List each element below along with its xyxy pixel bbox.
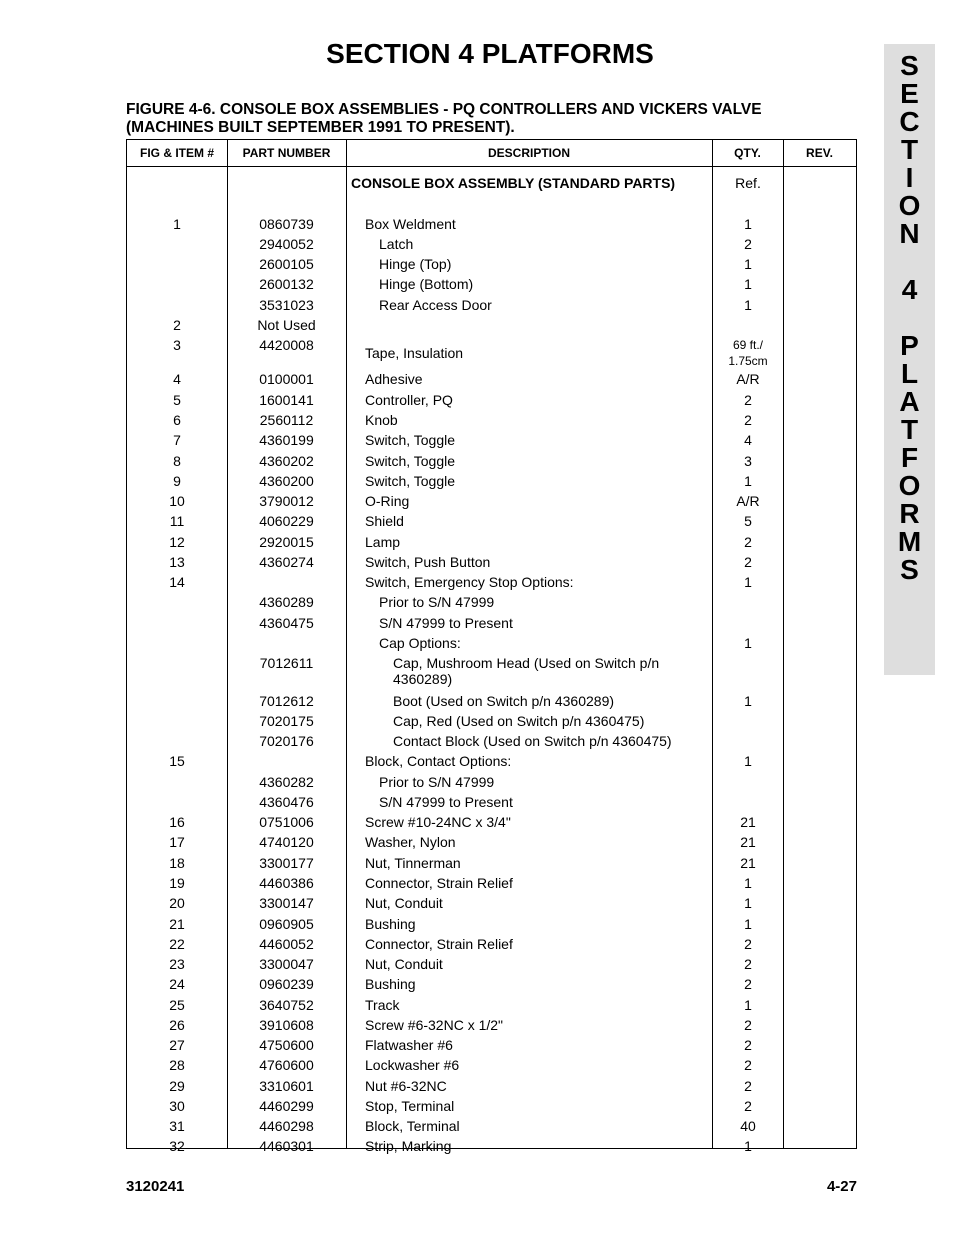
description-cell [351,655,753,687]
part-number-cell: 0860739 [259,216,314,232]
qty-text-continued: 1.75cm [728,354,768,368]
figure-title-line-1: FIGURE 4-6. CONSOLE BOX ASSEMBLIES - PQ CONTROLLERS AND VICKERS VALVE [126,101,762,118]
fig-item-cell: 14 [169,574,185,590]
section-title: SECTION 4 PLATFORMS [326,38,654,69]
part-number-cell: 4750600 [259,1037,314,1053]
description-text: CONSOLE BOX ASSEMBLY (STANDARD PARTS) [351,175,676,191]
side-tab-letter: T [900,134,919,165]
qty-cell [713,916,783,932]
side-tab-letter: S [900,554,919,585]
qty-text: 2 [744,936,752,952]
description-text: Knob [365,412,398,428]
qty-text: 2 [744,1037,752,1053]
qty-text: 1 [744,256,752,272]
qty-text: 69 ft./ [732,338,764,352]
description-cell [351,534,725,550]
description-text: Switch, Toggle [365,453,456,469]
side-tab-letter: T [900,414,919,445]
description-text: Contact Block (Used on Switch p/n 4360475) [393,733,672,749]
description-text: Switch, Emergency Stop Options: [365,574,574,590]
header-part-number: PART NUMBER [242,146,331,160]
qty-text: 21 [740,834,756,850]
description-cell [351,976,725,992]
part-number-cell: 0960905 [259,916,314,932]
part-number-cell: 4460299 [259,1098,314,1114]
qty-cell [713,693,783,709]
description-cell [351,875,725,891]
description-text: Cap Options: [379,635,461,651]
part-number-cell: 3910608 [259,1017,314,1033]
qty-cell [713,513,783,529]
fig-item-cell: 15 [169,753,185,769]
part-number-cell: 3790012 [259,493,314,509]
qty-text: 4 [744,432,752,448]
description-text: S/N 47999 to Present [379,615,513,631]
part-number-cell: 7020175 [259,713,314,729]
description-cell [351,345,725,361]
description-cell [351,615,739,631]
description-text: Strip, Marking [365,1138,452,1154]
qty-text: 2 [744,976,752,992]
description-text: Stop, Terminal [365,1098,455,1114]
side-tab-letter: N [899,218,920,249]
description-cell [351,916,725,932]
description-text: Lamp [365,534,401,550]
description-cell [351,493,725,509]
side-tab-letter: E [900,78,919,109]
description-cell [351,554,725,570]
qty-cell [713,392,783,408]
description-text: Connector, Strain Relief [365,875,513,891]
part-number-cell: 4460386 [259,875,314,891]
qty-cell [713,554,783,570]
description-text: Track [365,997,400,1013]
description-cell [351,997,725,1013]
qty-text: 1 [744,635,752,651]
description-cell [351,297,739,313]
parts-table [126,139,857,1154]
part-number-cell: 4760600 [259,1057,314,1073]
fig-item-cell: 12 [169,534,185,550]
part-number-cell: 2920015 [259,534,314,550]
part-number-cell: 4460298 [259,1118,314,1134]
qty-text: 1 [744,216,752,232]
description-text: Nut, Tinnerman [365,855,461,871]
part-number-cell: 2600132 [259,276,314,292]
qty-cell [713,473,783,489]
description-text: Nut, Conduit [365,895,443,911]
part-number-cell: 7012612 [259,693,314,709]
document-number: 3120241 [126,1178,185,1195]
description-text: Hinge (Top) [379,256,452,272]
part-number-cell: 3300177 [259,855,314,871]
qty-text: 5 [744,513,752,529]
part-number-cell: 4740120 [259,834,314,850]
qty-cell [713,1138,783,1154]
qty-cell [713,276,783,292]
fig-item-cell: 26 [169,1017,185,1033]
fig-item-cell: 20 [169,895,185,911]
description-text: Boot (Used on Switch p/n 4360289) [393,693,615,709]
fig-item-cell: 23 [169,956,185,972]
description-cell [351,753,725,769]
description-text: Nut #6-32NC [365,1078,447,1094]
part-number-cell: 4460301 [259,1138,314,1154]
description-cell [351,1098,725,1114]
qty-cell [713,371,783,387]
description-text: Block, Contact Options: [365,753,512,769]
description-text: Adhesive [365,371,423,387]
header-description: DESCRIPTION [487,146,570,160]
description-text: Screw #10-24NC x 3/4" [365,814,511,830]
description-cell [351,392,725,408]
column-divider [783,140,784,1148]
fig-item-cell: 28 [169,1057,185,1073]
part-number-cell: Not Used [257,317,316,333]
side-tab-letter: C [899,106,920,137]
qty-cell [713,1037,783,1053]
fig-item-cell: 8 [173,453,181,469]
part-number-cell: 4060229 [259,513,314,529]
description-cell [351,1118,725,1134]
qty-cell [713,814,783,830]
qty-cell [713,936,783,952]
qty-text: A/R [736,371,760,387]
description-cell [351,1037,725,1053]
description-text: Controller, PQ [365,392,453,408]
description-cell [351,713,753,729]
header-rev: REV. [806,146,833,160]
description-cell [351,256,739,272]
description-cell [351,774,739,790]
qty-cell [713,635,783,651]
description-cell [351,895,725,911]
description-text: Box Weldment [365,216,456,232]
qty-text: 1 [744,473,752,489]
qty-text: 2 [744,1017,752,1033]
part-number-cell: 4360200 [259,473,314,489]
qty-cell [713,1078,783,1094]
qty-text: 1 [744,997,752,1013]
description-cell [351,956,725,972]
part-number-cell: 2600105 [259,256,314,272]
qty-cell [713,1098,783,1114]
description-cell [351,473,725,489]
part-number-cell: 7012611 [259,655,314,671]
part-number-cell: 4360282 [259,774,314,790]
qty-text: 1 [744,753,752,769]
qty-cell [713,1057,783,1073]
part-number-cell: 4360274 [259,554,314,570]
qty-cell [713,855,783,871]
description-text: Switch, Push Button [365,554,491,570]
description-cell [351,594,739,610]
qty-text: 2 [744,554,752,570]
part-number-cell: 1600141 [259,392,314,408]
fig-item-cell: 16 [169,814,185,830]
description-cell [351,1057,725,1073]
description-cell [351,1078,725,1094]
qty-cell [713,574,783,590]
description-text: Tape, Insulation [365,345,464,361]
part-number-cell: 4460052 [259,936,314,952]
fig-item-cell: 17 [169,834,185,850]
side-tab-letter: M [897,526,922,557]
description-text: Lockwasher #6 [365,1057,460,1073]
fig-item-cell: 11 [169,513,185,529]
qty-text: 2 [744,1078,752,1094]
description-text: Bushing [365,976,416,992]
qty-cell [713,432,783,448]
qty-text: 2 [744,1057,752,1073]
side-tab-letter: R [899,498,920,529]
part-number-cell: 0960239 [259,976,314,992]
side-tab-letter: F [900,442,919,473]
part-number-cell: 3310601 [259,1078,314,1094]
description-cell [351,1138,725,1154]
figure-title [126,101,762,137]
qty-cell [713,895,783,911]
qty-cell [713,753,783,769]
description-cell [351,216,725,232]
description-text: Cap, Red (Used on Switch p/n 4360475) [393,713,645,729]
qty-cell [713,216,783,232]
qty-text: 1 [744,574,752,590]
qty-text: 2 [744,236,752,252]
side-tab-letter: A [899,386,920,417]
part-number-cell: 3300047 [259,956,314,972]
part-number-cell: 4420008 [259,337,314,353]
part-number-cell: 7020176 [259,733,314,749]
part-number-cell: 4360475 [259,615,314,631]
description-text: Screw #6-32NC x 1/2" [365,1017,504,1033]
fig-item-cell: 22 [169,936,185,952]
description-text: Switch, Toggle [365,473,456,489]
description-cell [351,371,725,387]
description-cell [351,814,725,830]
description-cell [351,693,753,709]
qty-cell [713,834,783,850]
description-cell [351,412,725,428]
figure-title-line-2: (MACHINES BUILT SEPTEMBER 1991 TO PRESENT). [126,119,515,136]
description-cell [351,635,739,651]
side-tab-letter: L [900,358,919,389]
description-text: O-Ring [365,493,410,509]
side-tab-letter: S [900,50,919,81]
part-number-cell: 0100001 [259,371,314,387]
qty-text: 21 [740,814,756,830]
qty-text: 3 [744,453,752,469]
description-text: Nut, Conduit [365,956,443,972]
qty-cell [713,875,783,891]
header-divider [127,166,856,167]
description-cell [351,453,725,469]
fig-item-cell: 1 [173,216,181,232]
description-cell [351,276,739,292]
qty-text: 2 [744,956,752,972]
part-number-cell: 3300147 [259,895,314,911]
description-cell [351,733,753,749]
qty-cell [713,175,783,191]
part-number-cell: 4360476 [259,794,314,810]
description-text: Washer, Nylon [365,834,456,850]
fig-item-cell: 9 [173,473,181,489]
qty-cell [713,453,783,469]
description-cell [351,432,725,448]
qty-text: A/R [736,493,760,509]
fig-item-cell: 7 [173,432,181,448]
qty-cell [713,1017,783,1033]
description-cell [351,855,725,871]
qty-text: 1 [744,297,752,313]
fig-item-cell: 25 [169,997,185,1013]
description-text: Prior to S/N 47999 [379,594,495,610]
qty-text: 1 [744,875,752,891]
qty-text: 2 [744,392,752,408]
fig-item-cell: 19 [169,875,185,891]
description-text: Connector, Strain Relief [365,936,513,952]
qty-text: 1 [744,276,752,292]
qty-text: 1 [744,1138,752,1154]
description-text: Shield [365,513,404,529]
qty-text: 1 [744,693,752,709]
description-text: Rear Access Door [379,297,492,313]
description-text: Prior to S/N 47999 [379,774,495,790]
qty-cell [713,256,783,272]
description-text: Cap, Mushroom Head (Used on Switch p/n [393,655,660,671]
qty-text: 40 [740,1118,756,1134]
qty-cell [713,493,783,509]
fig-item-cell: 27 [169,1037,185,1053]
fig-item-cell: 29 [169,1078,185,1094]
qty-text: 1 [744,916,752,932]
description-cell [351,936,725,952]
description-text: Switch, Toggle [365,432,456,448]
fig-item-cell: 31 [169,1118,185,1134]
fig-item-cell: 18 [169,855,185,871]
qty-cell [713,1118,783,1134]
qty-cell [713,534,783,550]
description-text: Flatwasher #6 [365,1037,453,1053]
description-cell [351,574,725,590]
description-text-continued: 4360289) [393,671,453,687]
part-number-cell: 3531023 [259,297,314,313]
side-tab-letter: O [898,470,921,501]
header-fig-item: FIG & ITEM # [139,146,214,160]
qty-text: Ref. [735,175,761,191]
qty-text: 1 [744,895,752,911]
description-cell [351,1017,725,1033]
side-tab-letter: I [905,162,914,193]
fig-item-cell: 3 [173,337,181,353]
description-text: Latch [379,236,414,252]
description-cell [351,175,711,191]
description-text: Block, Terminal [365,1118,460,1134]
part-number-cell: 2560112 [259,412,314,428]
fig-item-cell: 13 [169,554,185,570]
qty-text: 21 [740,855,756,871]
part-number-cell: 2940052 [259,236,314,252]
description-text: Bushing [365,916,416,932]
qty-cell [713,236,783,252]
qty-text: 2 [744,412,752,428]
description-cell [351,794,739,810]
side-tab-letter: P [900,330,919,361]
qty-cell [713,297,783,313]
part-number-cell: 4360199 [259,432,314,448]
description-text: S/N 47999 to Present [379,794,513,810]
description-cell [351,834,725,850]
description-cell [351,513,725,529]
fig-item-cell: 32 [169,1138,185,1154]
part-number-cell: 0751006 [259,814,314,830]
fig-item-cell: 6 [173,412,181,428]
header-qty: QTY. [734,146,761,160]
section-side-tab [884,44,935,675]
qty-cell [713,997,783,1013]
qty-text: 2 [744,1098,752,1114]
fig-item-cell: 2 [173,317,181,333]
fig-item-cell: 10 [169,493,185,509]
part-number-cell: 4360289 [259,594,314,610]
qty-cell [713,337,783,369]
fig-item-cell: 24 [169,976,185,992]
description-cell [351,236,739,252]
qty-cell [713,412,783,428]
part-number-cell: 4360202 [259,453,314,469]
column-divider [346,140,347,1148]
fig-item-cell: 4 [173,371,181,387]
fig-item-cell: 5 [173,392,181,408]
side-tab-letter: 4 [901,274,918,305]
fig-item-cell: 30 [169,1098,185,1114]
description-text: Hinge (Bottom) [379,276,474,292]
fig-item-cell: 21 [169,916,185,932]
qty-cell [713,956,783,972]
qty-text: 2 [744,534,752,550]
page-number: 4-27 [826,1178,857,1195]
part-number-cell: 3640752 [259,997,314,1013]
qty-cell [713,976,783,992]
side-tab-letter: O [898,190,921,221]
